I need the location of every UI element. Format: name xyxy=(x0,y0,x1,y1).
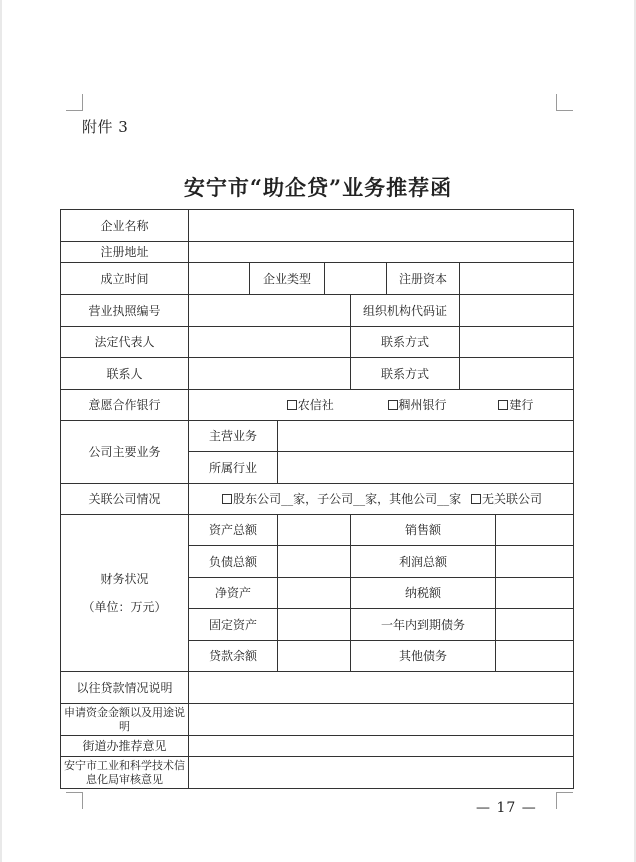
bureau-opinion-label: 安宁市工业和科学技术信息化局审核意见 xyxy=(61,757,189,789)
checkbox-icon xyxy=(222,494,232,504)
industry-cell[interactable] xyxy=(278,452,574,484)
checkbox-icon xyxy=(388,400,398,410)
company-name-label: 企业名称 xyxy=(61,210,189,242)
license-no-cell[interactable] xyxy=(189,295,351,327)
founded-label: 成立时间 xyxy=(61,263,189,295)
bank-option-chouzhou[interactable]: 稠州银行 xyxy=(388,398,447,412)
company-name-cell[interactable] xyxy=(189,210,574,242)
finance-value-cell[interactable] xyxy=(496,546,574,578)
legal-rep-label: 法定代表人 xyxy=(61,327,189,358)
finance-value-cell[interactable] xyxy=(496,641,574,672)
contact-method-label: 联系方式 xyxy=(351,358,460,390)
finance-item-label: 负债总额 xyxy=(189,546,278,578)
contact-person-cell[interactable] xyxy=(189,358,351,390)
finance-item-label: 其他债务 xyxy=(351,641,496,672)
reg-address-label: 注册地址 xyxy=(61,242,189,263)
finance-value-cell[interactable] xyxy=(278,578,351,609)
document-page xyxy=(2,0,634,862)
page-number: — 17 — xyxy=(476,800,537,816)
company-type-cell[interactable] xyxy=(325,263,387,295)
contact-method-cell[interactable] xyxy=(460,327,574,358)
document-title: 安宁市“助企贷”业务推荐函 xyxy=(183,175,453,200)
finance-value-cell[interactable] xyxy=(278,515,351,546)
reg-capital-cell[interactable] xyxy=(460,263,574,295)
crop-mark-top-left xyxy=(66,94,83,111)
bank-option-ccb[interactable]: 建行 xyxy=(498,398,533,412)
bank-option-rural-credit[interactable]: 农信社 xyxy=(287,398,334,412)
recommendation-form xyxy=(60,209,574,789)
finance-item-label: 纳税额 xyxy=(351,578,496,609)
contact-method-cell[interactable] xyxy=(460,358,574,390)
related-option-has-related[interactable]: 股东公司__家，子公司__家，其他公司__家 xyxy=(222,492,461,506)
main-business-cell[interactable] xyxy=(278,421,574,452)
finance-label xyxy=(61,515,189,672)
reg-capital-label: 注册资本 xyxy=(387,263,460,295)
business-label: 公司主要业务 xyxy=(61,421,189,484)
finance-unit: （单位：万元） xyxy=(82,600,167,614)
loan-history-label: 以往贷款情况说明 xyxy=(61,672,189,704)
related-companies-options xyxy=(189,484,574,515)
crop-mark-top-right xyxy=(556,94,573,111)
bank-options xyxy=(189,390,574,421)
finance-value-cell[interactable] xyxy=(278,609,351,641)
apply-amount-label: 申请资金金额以及用途说明 xyxy=(61,704,189,736)
finance-title: 财务状况 xyxy=(100,572,149,586)
company-type-label: 企业类型 xyxy=(250,263,325,295)
checkbox-icon xyxy=(471,494,481,504)
street-opinion-label: 街道办推荐意见 xyxy=(61,736,189,757)
finance-item-label: 一年内到期债务 xyxy=(351,609,496,641)
attachment-label: 附件 3 xyxy=(82,118,129,136)
org-code-label: 组织机构代码证 xyxy=(351,295,460,327)
street-opinion-cell[interactable] xyxy=(189,736,574,757)
finance-item-label: 净资产 xyxy=(189,578,278,609)
finance-value-cell[interactable] xyxy=(278,641,351,672)
legal-rep-cell[interactable] xyxy=(189,327,351,358)
checkbox-icon xyxy=(287,400,297,410)
loan-history-cell[interactable] xyxy=(189,672,574,704)
checkbox-icon xyxy=(498,400,508,410)
reg-address-cell[interactable] xyxy=(189,242,574,263)
contact-method-label: 联系方式 xyxy=(351,327,460,358)
finance-item-label: 销售额 xyxy=(351,515,496,546)
finance-item-label: 贷款余额 xyxy=(189,641,278,672)
contact-person-label: 联系人 xyxy=(61,358,189,390)
finance-value-cell[interactable] xyxy=(278,546,351,578)
finance-value-cell[interactable] xyxy=(496,609,574,641)
bureau-opinion-cell[interactable] xyxy=(189,757,574,789)
finance-value-cell[interactable] xyxy=(496,515,574,546)
finance-value-cell[interactable] xyxy=(496,578,574,609)
license-no-label: 营业执照编号 xyxy=(61,295,189,327)
related-option-none[interactable]: 无关联公司 xyxy=(471,492,542,506)
crop-mark-bottom-right xyxy=(556,792,573,809)
industry-label: 所属行业 xyxy=(189,452,278,484)
finance-item-label: 资产总额 xyxy=(189,515,278,546)
founded-cell[interactable] xyxy=(189,263,250,295)
finance-item-label: 固定资产 xyxy=(189,609,278,641)
crop-mark-bottom-left xyxy=(66,792,83,809)
finance-item-label: 利润总额 xyxy=(351,546,496,578)
apply-amount-cell[interactable] xyxy=(189,704,574,736)
bank-label: 意愿合作银行 xyxy=(61,390,189,421)
main-business-label: 主营业务 xyxy=(189,421,278,452)
org-code-cell[interactable] xyxy=(460,295,574,327)
related-companies-label: 关联公司情况 xyxy=(61,484,189,515)
